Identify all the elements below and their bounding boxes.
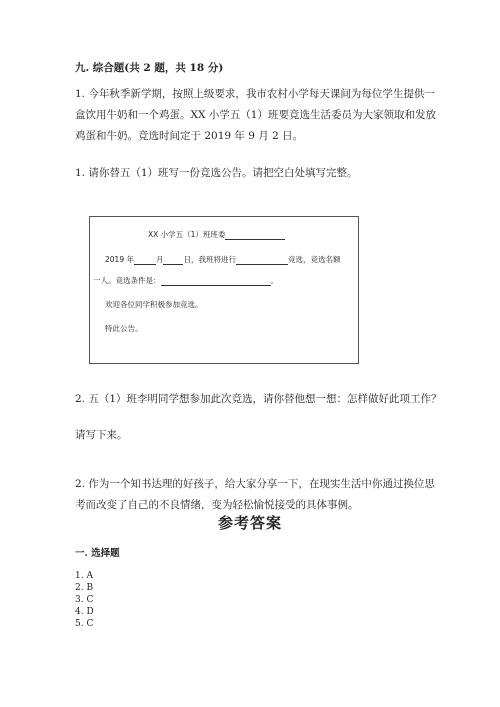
month-blank[interactable] [134, 256, 156, 265]
notice-box [89, 216, 359, 364]
day-blank[interactable] [163, 256, 183, 265]
position-blank[interactable] [236, 256, 288, 265]
year-text: 2019 年 [105, 255, 134, 264]
notice-title-line [148, 229, 285, 240]
conditions-blank[interactable] [161, 277, 271, 286]
notice-line-1 [105, 254, 340, 265]
answer-item: 2. B [75, 583, 94, 593]
title-blank[interactable] [225, 231, 285, 240]
notice-line-4: 特此公告。 [105, 324, 143, 333]
question-2-prompt: 请写下来。 [75, 429, 128, 441]
answer-item: 5. C [75, 619, 94, 629]
q3-line: 2. 作为一个知书达理的好孩子，给大家分享一下，在现实生活中你通过换位思 [75, 478, 435, 490]
answer-item: 1. A [75, 571, 93, 581]
question-1: 1. 请你替五（1）班写一份竞选公告。请把空白处填写完整。 [75, 167, 358, 179]
notice-text: 一人。竞选条件是： [93, 276, 161, 285]
question-3 [75, 474, 435, 516]
answer-list [75, 570, 94, 630]
notice-text: 竞选，竞选名额 [287, 255, 341, 264]
intro-line: 1. 今年秋季新学期，按照上级要求，我市农村小学每天课间为每位学生提供一 [75, 88, 435, 100]
answer-item: 4. D [75, 607, 94, 617]
answers-title: 参考答案 [217, 514, 282, 532]
intro-line: 盒饮用牛奶和一个鸡蛋。XX 小学五（1）班要竞选生活委员为大家领取和发放 [75, 109, 436, 121]
answer-item: 3. C [75, 595, 94, 605]
section-title: 九. 综合题(共 2 题，共 18 分) [75, 62, 224, 74]
question-2: 2. 五（1）班李明同学想参加此次竞选，请你替他想一想：怎样做好此项工作？ [75, 393, 442, 405]
answers-subtitle: 一. 选择题 [75, 548, 120, 559]
question-intro [75, 84, 435, 147]
notice-line-3: 欢迎各位同学积极参加竞选。 [105, 300, 203, 309]
month-text: 月 [155, 255, 164, 264]
q3-line: 考而改变了自己的不良情绪，变为轻松愉悦接受的具体事例。 [75, 499, 359, 511]
notice-text: 。 [270, 276, 278, 285]
notice-text: 日，我班将进行 [183, 255, 236, 264]
notice-title: XX 小学五（1）班班委 [148, 230, 226, 239]
intro-line: 鸡蛋和牛奶。竞选时间定于 2019 年 9 月 2 日。 [75, 130, 304, 142]
notice-line-2 [93, 275, 278, 286]
